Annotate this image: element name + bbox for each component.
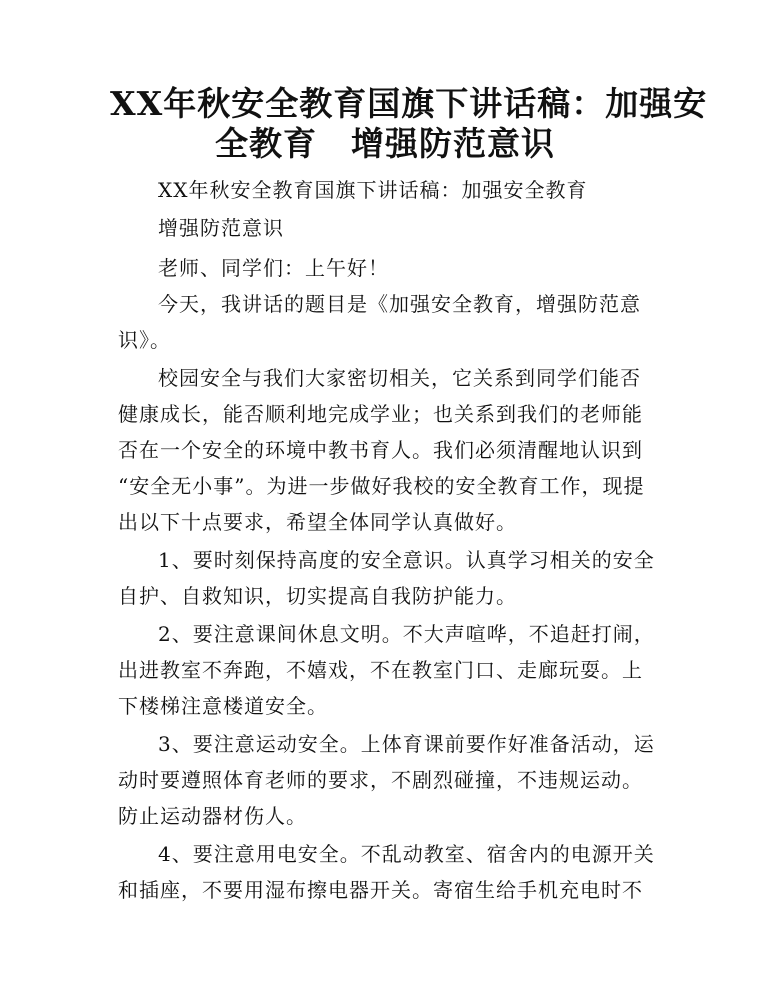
paragraph-line: 下楼梯注意楼道安全。 <box>118 694 328 718</box>
paragraph-line: 自护、自救知识，切实提高自我防护能力。 <box>118 584 517 608</box>
paragraph-line: 动时要遵照体育老师的要求，不剧烈碰撞，不违规运动。 <box>118 768 643 792</box>
paragraph-line: 校园安全与我们大家密切相关，它关系到同学们能否 <box>158 366 641 390</box>
paragraph-line: 健康成长，能否顺利地完成学业；也关系到我们的老师能 <box>118 402 643 426</box>
paragraph-line: XX年秋安全教育国旗下讲话稿：加强安全教育 <box>158 178 588 202</box>
paragraph-line: 4、要注意用电安全。不乱动教室、宿舍内的电源开关 <box>158 842 655 866</box>
paragraph-line: 防止运动器材伤人。 <box>118 804 307 828</box>
paragraph-line: 识》。 <box>118 328 171 352</box>
paragraph-line: 1、要时刻保持高度的安全意识。认真学习相关的安全 <box>158 548 655 572</box>
paragraph-line: 今天，我讲话的题目是《加强安全教育，增强防范意 <box>158 292 641 316</box>
paragraph-line: 出进教室不奔跑，不嬉戏，不在教室门口、走廊玩耍。上 <box>118 658 643 682</box>
document-title-line-2: 全教育 增强防范意识 <box>215 124 555 163</box>
paragraph-line: 3、要注意运动安全。上体育课前要作好准备活动，运 <box>158 732 655 756</box>
paragraph-line: 老师、同学们：上午好！ <box>158 256 389 280</box>
paragraph-line: 增强防范意识 <box>158 216 284 240</box>
paragraph-line: 否在一个安全的环境中教书育人。我们必须清醒地认识到 <box>118 438 643 462</box>
paragraph-line: 出以下十点要求，希望全体同学认真做好。 <box>118 510 517 534</box>
paragraph-line: “安全无小事”。为进一步做好我校的安全教育工作，现提 <box>118 474 645 498</box>
paragraph-line: 2、要注意课间休息文明。不大声喧哗，不追赶打闹， <box>158 622 655 646</box>
document-title-line-1: XX年秋安全教育国旗下讲话稿：加强安 <box>110 84 708 123</box>
paragraph-line: 和插座，不要用湿布擦电器开关。寄宿生给手机充电时不 <box>118 878 643 902</box>
